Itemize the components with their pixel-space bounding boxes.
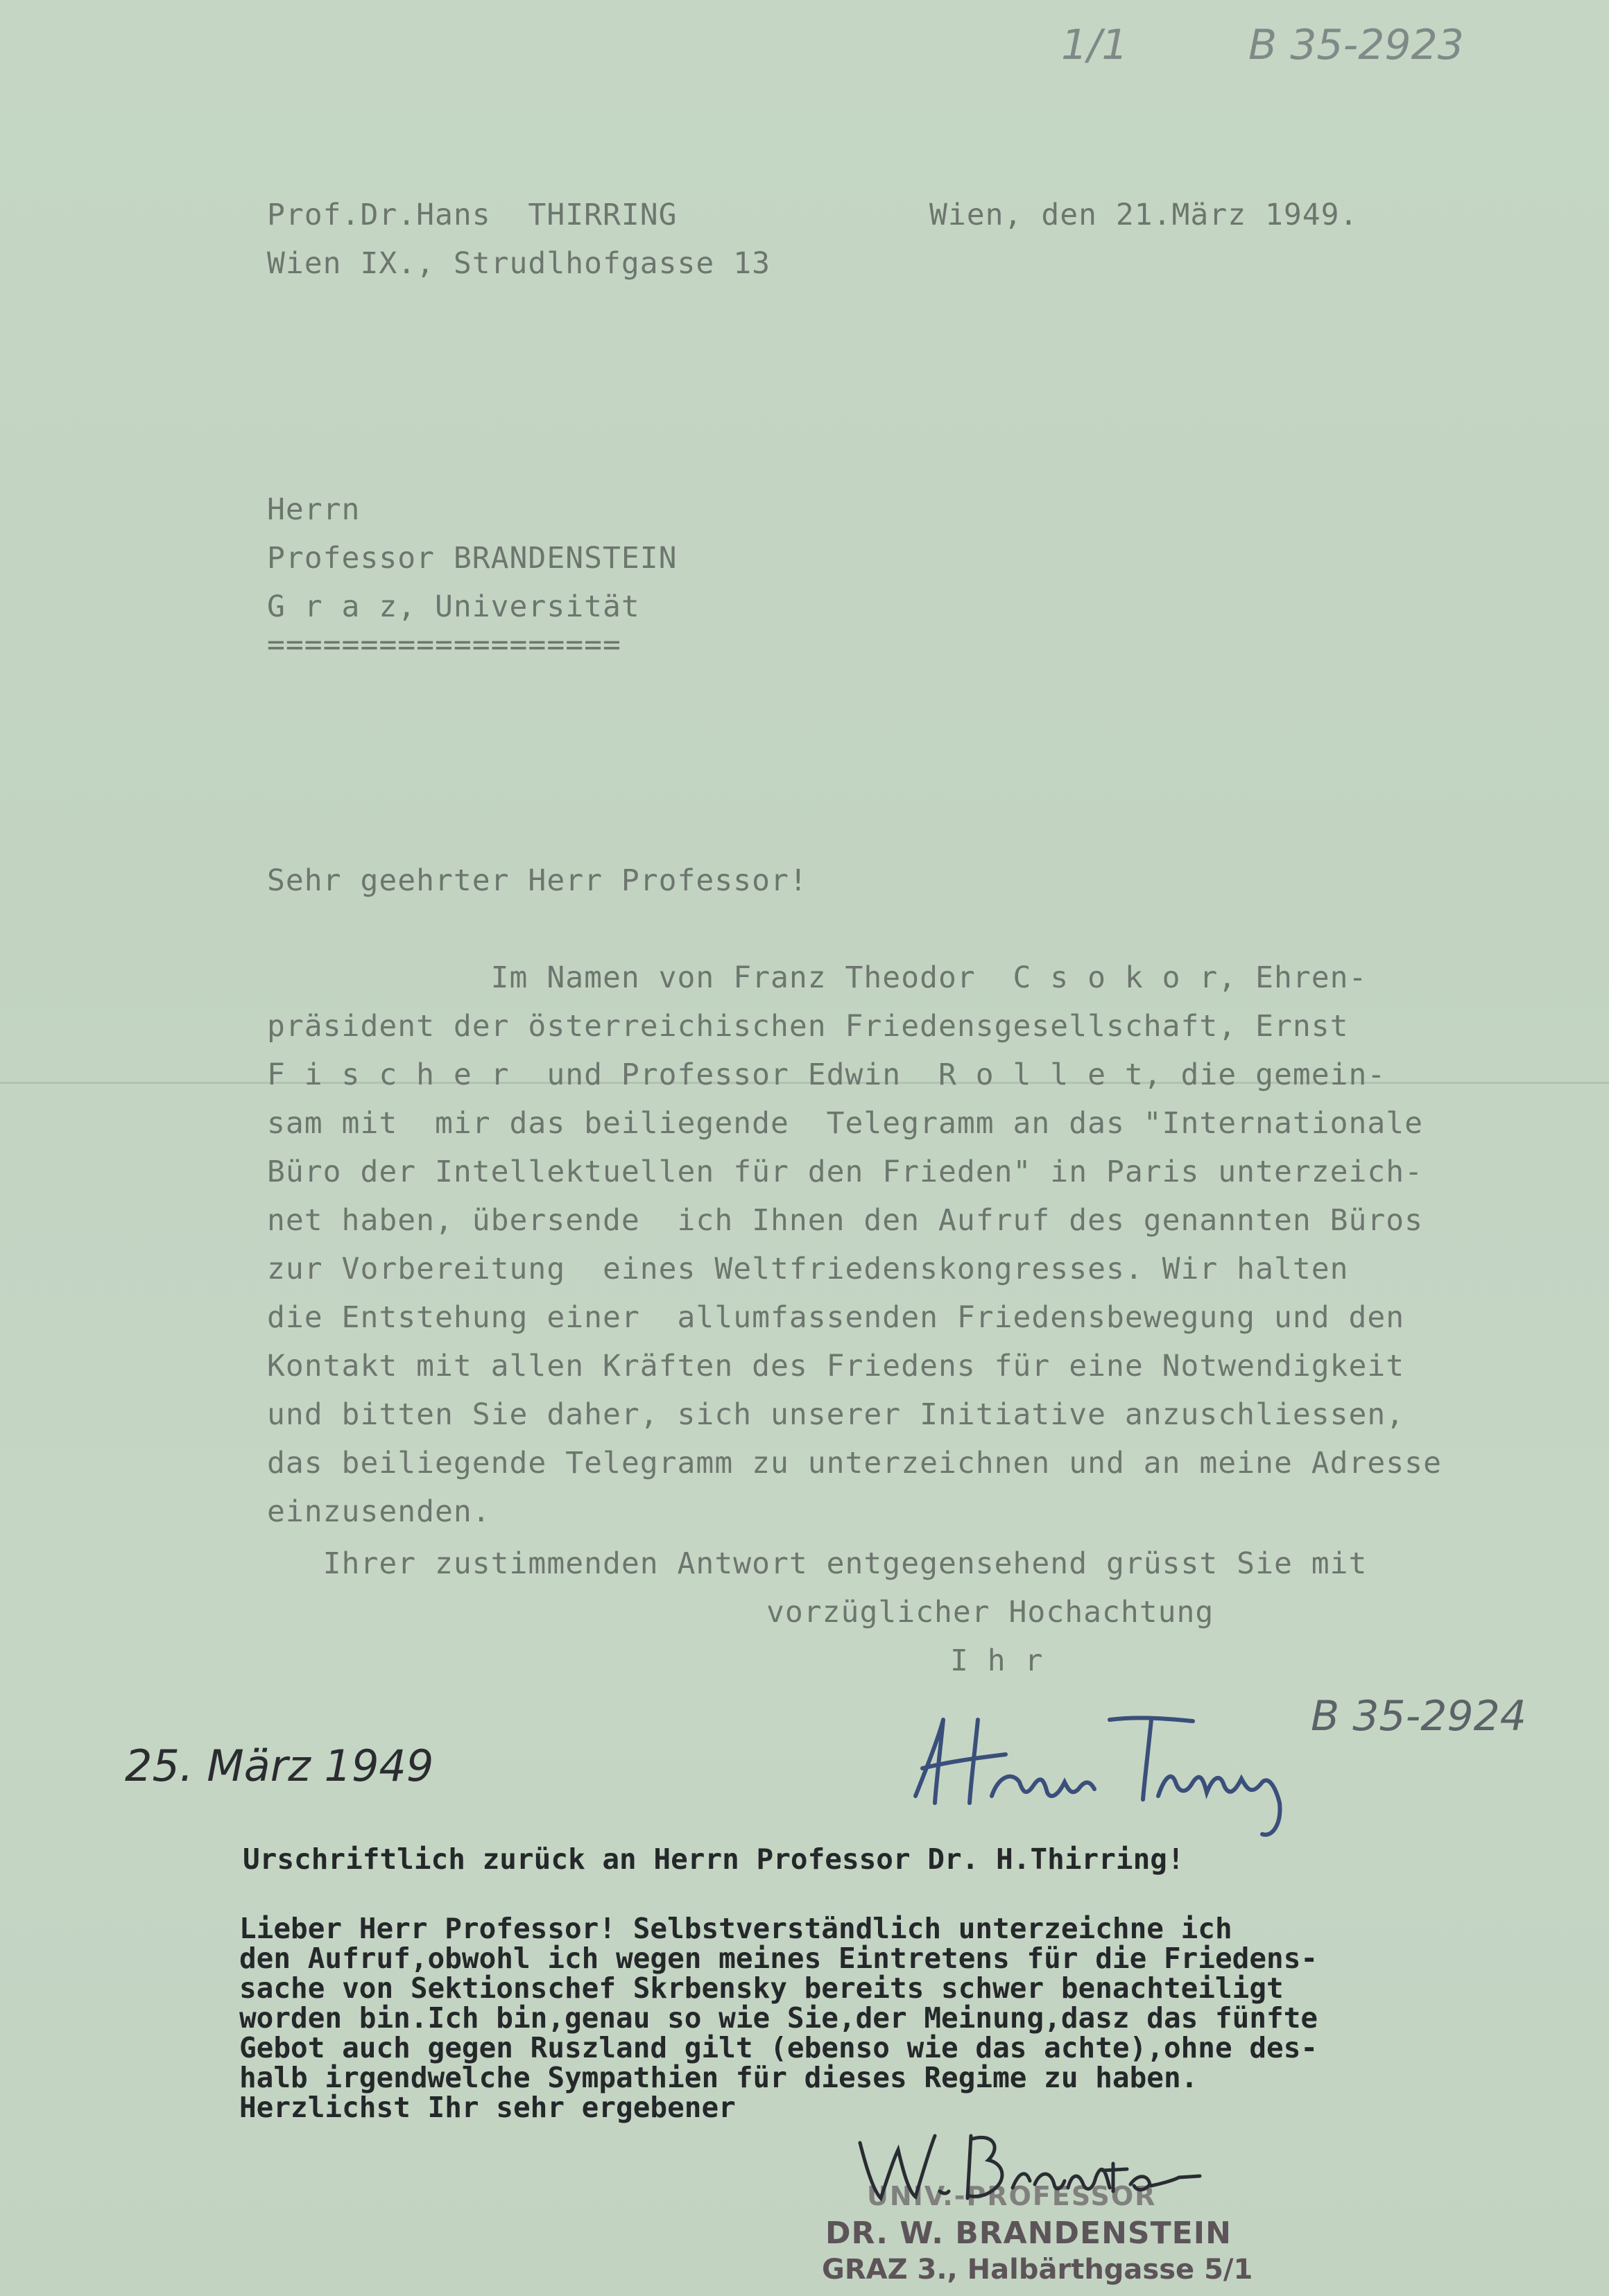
reply-line: Herzlichst Ihr sehr ergebener: [239, 2091, 736, 2124]
archive-ref-number: B 35-2923: [1248, 21, 1464, 69]
reply-line: sache von Sektionschef Skrbensky bereits schwer benachteiligt: [239, 1971, 1284, 2005]
body-line: sam mit mir das beiliegende Telegramm an das "Internationale: [267, 1106, 1424, 1141]
reply-line: worden bin.Ich bin,genau so wie Sie,der Meinung,dasz das fünfte: [239, 2001, 1318, 2035]
archive-ref-number-2: B 35-2924: [1311, 1692, 1526, 1741]
body-line: das beiliegende Telegramm zu unterzeichnen und an meine Adresse: [267, 1446, 1442, 1481]
closing-line: Ihrer zustimmenden Antwort entgegensehend grüsst Sie mit: [267, 1546, 1368, 1581]
body-line: einzusenden.: [267, 1494, 491, 1529]
recipient-underline: ===================: [267, 628, 621, 662]
sender-address: Wien IX., Strudlhofgasse 13: [267, 246, 771, 281]
stamp-line: GRAZ 3., Halbärthgasse 5/1: [822, 2254, 1253, 2286]
recipient-name: Professor BRANDENSTEIN: [267, 541, 678, 576]
brandenstein-signature: [853, 2122, 1228, 2212]
body-line: Kontakt mit allen Kräften des Friedens für eine Notwendigkeit: [267, 1349, 1405, 1383]
body-line: die Entstehung einer allumfassenden Friedensbewegung und den: [267, 1300, 1405, 1335]
reply-handwritten-date: 25. März 1949: [125, 1741, 434, 1791]
reply-heading: Urschriftlich zurück an Herrn Professor Dr. H.Thirring!: [243, 1842, 1185, 1876]
thirring-signature: [902, 1692, 1318, 1845]
page-marker: 1/1: [1061, 21, 1128, 69]
sender-name: Prof.Dr.Hans THIRRING: [267, 198, 678, 232]
reply-line: den Aufruf,obwohl ich wegen meines Eintretens für die Friedens-: [239, 1942, 1318, 1975]
greeting: Sehr geehrter Herr Professor!: [267, 863, 808, 898]
body-line: Im Namen von Franz Theodor C s o k o r, Ehren-: [267, 960, 1368, 995]
body-line: präsident der österreichischen Friedensgesellschaft, Ernst: [267, 1009, 1349, 1044]
body-line: und bitten Sie daher, sich unserer Initiative anzuschliessen,: [267, 1397, 1405, 1432]
reply-line: Lieber Herr Professor! Selbstverständlich unterzeichne ich: [239, 1912, 1232, 1945]
stamp-line: UNIV.-PROFESSOR: [867, 2181, 1157, 2211]
letter-date: Wien, den 21.März 1949.: [929, 198, 1359, 232]
reply-line: Gebot auch gegen Ruszland gilt (ebenso wie das achte),ohne des-: [239, 2031, 1318, 2064]
stamp-line: DR. W. BRANDENSTEIN: [825, 2216, 1232, 2251]
closing-ihr: I h r: [950, 1643, 1044, 1678]
body-line: zur Vorbereitung eines Weltfriedenskongresses. Wir halten: [267, 1252, 1349, 1286]
body-line: net haben, übersende ich Ihnen den Aufruf des genannten Büros: [267, 1203, 1424, 1238]
recipient-place: G r a z, Universität: [267, 589, 640, 624]
body-line: F i s c h e r und Professor Edwin R o l l e t, die gemein-: [267, 1058, 1386, 1092]
recipient-salutation: Herrn: [267, 492, 361, 527]
body-line: Büro der Intellektuellen für den Frieden" in Paris unterzeich-: [267, 1155, 1424, 1189]
closing-regards: vorzüglicher Hochachtung: [766, 1595, 1214, 1630]
reply-line: halb irgendwelche Sympathien für dieses Regime zu haben.: [239, 2061, 1198, 2094]
